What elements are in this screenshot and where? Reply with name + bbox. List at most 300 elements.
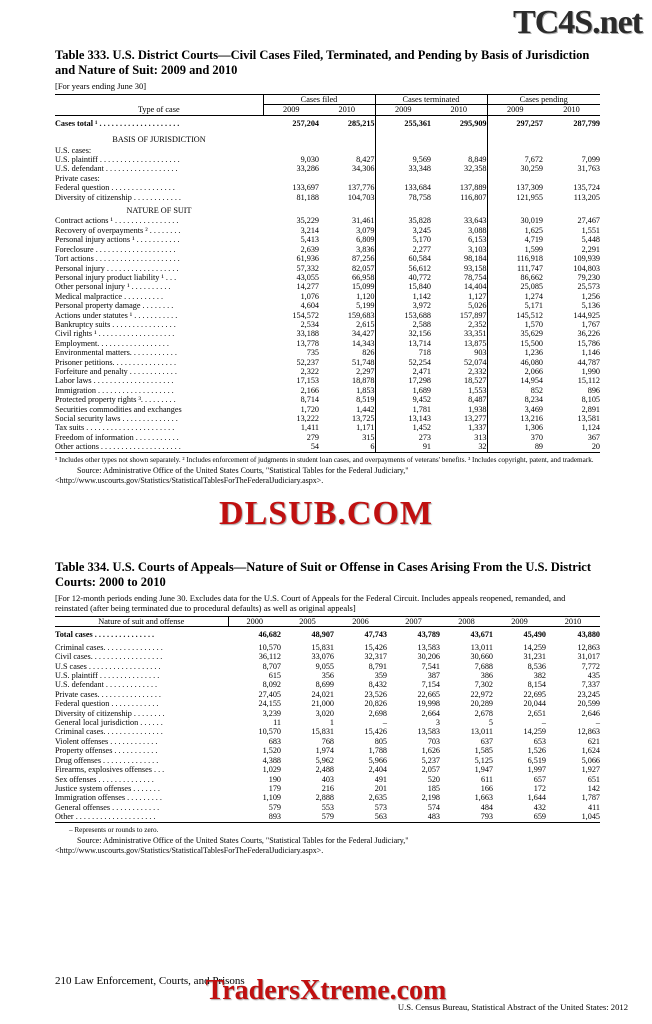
table-row xyxy=(55,395,600,404)
row-value: 2,639 xyxy=(300,244,319,254)
row-value: 20,044 xyxy=(523,699,546,709)
row-value: 1,644 xyxy=(527,793,546,803)
row-value: 8,707 xyxy=(262,661,281,671)
row-value: 78,754 xyxy=(431,273,487,282)
row-label: Drug offenses . . . . . . . . . . . . . . xyxy=(55,755,159,765)
row-value: 20,289 xyxy=(470,699,493,709)
row-value: 574 xyxy=(427,802,440,812)
row-value: 313 xyxy=(431,433,487,442)
row-value: 30,259 xyxy=(520,164,543,174)
row-value: 52,237 xyxy=(296,357,319,367)
year-header: 2009 xyxy=(263,105,319,115)
row-value: 20,826 xyxy=(364,699,387,709)
row-value: 5,448 xyxy=(581,235,600,245)
row-value: 116,807 xyxy=(431,193,487,202)
row-value: 432 xyxy=(533,802,546,812)
row-value: 35,229 xyxy=(296,216,319,226)
row-value: 13,875 xyxy=(431,339,487,348)
row-value: 2,471 xyxy=(412,366,431,376)
row-value xyxy=(375,202,431,216)
row-value: 1,626 xyxy=(421,746,440,756)
row-value xyxy=(263,202,319,216)
row-label: Other personal injury ¹ . . . . . . . . . . xyxy=(55,282,171,292)
row-value: 1,076 xyxy=(300,291,319,301)
row-value: 91 xyxy=(375,442,431,452)
row-value: 2,291 xyxy=(581,244,600,254)
row-value: 3,972 xyxy=(412,301,431,311)
row-value: 3,245 xyxy=(412,225,431,235)
row-label: Employment. . . . . . . . . . . . . . . . . . xyxy=(55,338,169,348)
row-value: 27,405 xyxy=(258,689,281,699)
row-value: 1,146 xyxy=(581,348,600,358)
row-value: 61,936 xyxy=(296,254,319,264)
row-value: 273 xyxy=(418,432,431,442)
row-label: General offenses . . . . . . . . . . . . xyxy=(55,802,160,812)
row-value: 40,772 xyxy=(408,272,431,282)
row-value: 2,404 xyxy=(368,765,387,775)
watermark-top-right: TC4S.net xyxy=(513,4,642,41)
row-value: 47,743 xyxy=(364,630,387,640)
row-value xyxy=(375,131,431,145)
row-value: 1,767 xyxy=(581,319,600,329)
row-value: 1,306 xyxy=(524,423,543,433)
row-value: 35,629 xyxy=(520,329,543,339)
row-value: 2,488 xyxy=(315,765,334,775)
row-value: 1,599 xyxy=(524,244,543,254)
year-header: 2009 xyxy=(493,617,546,627)
row-value xyxy=(543,174,600,183)
row-value: 5,171 xyxy=(524,301,543,311)
row-value: 57,332 xyxy=(296,263,319,273)
row-value: 121,955 xyxy=(516,192,543,202)
table-row xyxy=(55,690,600,699)
row-value: 2,588 xyxy=(412,319,431,329)
row-label: Recovery of overpayments ² . . . . . . . . xyxy=(55,225,181,235)
row-value: 653 xyxy=(533,736,546,746)
row-value: 1,787 xyxy=(581,793,600,803)
row-value: 12,863 xyxy=(577,727,600,737)
row-value: 35,828 xyxy=(408,216,431,226)
table-334-source-2: <http://www.uscourts.gov/Statistics/StatisticalTablesForTheFederalJudiciary.aspx>. xyxy=(55,845,324,855)
table-row xyxy=(55,131,600,145)
row-value: 852 xyxy=(530,385,543,395)
row-value: 13,216 xyxy=(520,414,543,423)
row-value: 15,840 xyxy=(408,282,431,292)
row-value: 104,703 xyxy=(319,193,375,202)
row-value: 15,786 xyxy=(577,338,600,348)
row-value: 1,236 xyxy=(524,348,543,358)
row-value: 14,343 xyxy=(319,339,375,348)
table-row xyxy=(55,202,600,216)
row-value: 111,747 xyxy=(516,263,543,273)
row-value: 11 xyxy=(273,718,281,728)
row-label: Tax suits . . . . . . . . . . . . . . . . . . . . . . xyxy=(55,423,175,433)
row-value: 60,584 xyxy=(408,254,431,264)
row-value: 145,512 xyxy=(516,310,543,320)
row-value: 1,625 xyxy=(524,225,543,235)
row-value: – xyxy=(541,718,546,728)
table-row xyxy=(55,784,600,793)
row-value: 491 xyxy=(374,774,387,784)
row-label: Securities commodities and exchanges xyxy=(55,404,182,414)
row-value: 133,697 xyxy=(292,183,319,193)
row-value: 33,286 xyxy=(296,164,319,174)
row-value: 8,519 xyxy=(319,395,375,404)
row-value: 1,689 xyxy=(412,385,431,395)
table-row xyxy=(55,718,600,727)
row-value: 382 xyxy=(533,671,546,681)
row-value: 137,309 xyxy=(516,183,543,193)
year-header: 2010 xyxy=(431,105,487,115)
table-row xyxy=(55,423,600,432)
row-label: Immigration . . . . . . . . . . . . . . . . . . . xyxy=(55,385,174,395)
row-value: 2,534 xyxy=(300,319,319,329)
row-label: Personal injury product liability ¹ . . . xyxy=(55,272,177,282)
row-value: 2,066 xyxy=(524,366,543,376)
row-value: 116,918 xyxy=(516,254,543,264)
row-value: 1,337 xyxy=(431,423,487,432)
row-value: 1,927 xyxy=(581,765,600,775)
table-row xyxy=(55,756,600,765)
row-value: 3,079 xyxy=(319,226,375,235)
row-value: 56,612 xyxy=(408,263,431,273)
row-value: 1,663 xyxy=(474,793,493,803)
row-value: 257,204 xyxy=(292,118,319,128)
row-label: Violent offenses . . . . . . . . . . . . xyxy=(55,736,158,746)
row-value: 768 xyxy=(321,736,334,746)
row-value: 7,337 xyxy=(581,680,600,690)
table-row xyxy=(55,376,600,385)
row-value: 22,695 xyxy=(523,689,546,699)
row-value: 8,791 xyxy=(368,661,387,671)
table-row xyxy=(55,775,600,784)
row-label: Forfeiture and penalty . . . . . . . . . . . . xyxy=(55,366,177,376)
row-value: 3 xyxy=(435,718,440,728)
row-value: 46,682 xyxy=(258,630,281,640)
row-value: 297,257 xyxy=(516,118,543,128)
row-value: 1,624 xyxy=(581,746,600,756)
row-value: 144,925 xyxy=(573,310,600,320)
year-header: 2009 xyxy=(487,105,543,115)
row-value: 31,763 xyxy=(577,164,600,174)
row-value: 23,526 xyxy=(364,689,387,699)
row-value xyxy=(319,174,375,183)
row-value: 553 xyxy=(321,802,334,812)
table-row xyxy=(55,671,600,680)
row-value: 33,351 xyxy=(431,329,487,338)
row-value: 1,788 xyxy=(368,746,387,756)
table-row xyxy=(55,245,600,254)
table-row xyxy=(55,765,600,774)
table-row xyxy=(55,339,600,348)
row-value: 826 xyxy=(319,348,375,357)
row-value: 32 xyxy=(431,442,487,452)
row-value: 356 xyxy=(321,671,334,681)
table-row xyxy=(55,727,600,736)
table-row xyxy=(55,358,600,367)
table-row xyxy=(55,699,600,708)
row-value: 17,298 xyxy=(408,376,431,386)
row-value: 6,809 xyxy=(319,235,375,244)
row-value: 8,487 xyxy=(431,395,487,404)
row-value: 8,714 xyxy=(300,395,319,405)
row-value: 735 xyxy=(306,348,319,358)
row-value: 15,831 xyxy=(311,727,334,737)
row-value: 8,699 xyxy=(315,680,334,690)
row-value: 5,962 xyxy=(315,755,334,765)
row-value: 1,120 xyxy=(319,292,375,301)
row-value: 27,467 xyxy=(577,216,600,226)
row-value: 483 xyxy=(387,812,440,822)
row-value: 31,017 xyxy=(577,652,600,662)
row-value: 287,799 xyxy=(573,118,600,128)
row-value: 1,938 xyxy=(431,405,487,414)
row-value: 703 xyxy=(427,736,440,746)
table-row xyxy=(55,652,600,661)
row-value: 411 xyxy=(588,802,600,812)
row-value: 2,198 xyxy=(421,793,440,803)
table-row xyxy=(55,155,600,164)
row-value: 2,277 xyxy=(412,244,431,254)
row-value: 25,573 xyxy=(577,282,600,292)
row-value: 621 xyxy=(587,736,600,746)
row-value: 15,112 xyxy=(577,376,600,386)
row-value: 7,302 xyxy=(474,680,493,690)
table-row xyxy=(55,226,600,235)
row-value: 5,066 xyxy=(581,755,600,765)
table-333-footnote: ¹ Includes other types not shown separately. ² Includes enforcement of judgments in student loan cases, and overpayments of veterans' benefits. ³ Includes copyright, patent, and trademark. xyxy=(55,455,594,464)
row-value: 30,019 xyxy=(520,216,543,226)
row-value: 5,170 xyxy=(412,235,431,245)
row-label: Bankruptcy suits . . . . . . . . . . . . . . . . xyxy=(55,319,176,329)
row-value: 15,831 xyxy=(311,642,334,652)
row-value: 8,427 xyxy=(319,155,375,164)
row-value: 1,442 xyxy=(319,405,375,414)
row-value: 285,215 xyxy=(319,115,375,131)
row-label: Property offenses . . . . . . . . . . . xyxy=(55,746,158,756)
row-value: 5,026 xyxy=(431,301,487,310)
row-label: Medical malpractice . . . . . . . . . . xyxy=(55,291,163,301)
table-row xyxy=(55,216,600,225)
row-label: BASIS OF JURISDICTION xyxy=(112,135,206,145)
row-label: Total cases . . . . . . . . . . . . . . . xyxy=(55,630,155,640)
row-value: 3,469 xyxy=(524,404,543,414)
row-value: 5,237 xyxy=(421,755,440,765)
row-value: 33,643 xyxy=(431,216,487,225)
table-row xyxy=(55,433,600,442)
row-label: Labor laws . . . . . . . . . . . . . . . . . . . . xyxy=(55,376,174,386)
row-value: 52,254 xyxy=(408,357,431,367)
row-value: 2,678 xyxy=(474,708,493,718)
row-value: 14,277 xyxy=(296,282,319,292)
row-value: 31,461 xyxy=(319,216,375,225)
row-value xyxy=(319,202,375,216)
row-value: 255,361 xyxy=(404,118,431,128)
row-value: 93,158 xyxy=(431,264,487,273)
row-value: 1,781 xyxy=(412,404,431,414)
row-label: Foreclosure . . . . . . . . . . . . . . . . . . . . xyxy=(55,244,176,254)
row-value: 1,570 xyxy=(524,319,543,329)
row-value: 484 xyxy=(480,802,493,812)
row-value: 1,520 xyxy=(262,746,281,756)
row-value: 25,085 xyxy=(520,282,543,292)
row-value: 611 xyxy=(481,774,493,784)
row-value: 10,570 xyxy=(258,727,281,737)
group-header-cases-pending: Cases pending xyxy=(487,95,600,105)
row-value: 15,099 xyxy=(319,282,375,291)
table-334-title: Table 334. U.S. Courts of Appeals—Nature of Suit or Offense in Cases Arising From the U.S. District Courts: 2000 to 2010 xyxy=(55,560,592,589)
row-value: 5,136 xyxy=(581,301,600,311)
row-value xyxy=(487,131,543,145)
row-value: 22,665 xyxy=(417,689,440,699)
row-value: 51,748 xyxy=(319,358,375,367)
row-value xyxy=(487,146,543,155)
row-value: 18,527 xyxy=(431,376,487,385)
row-value: 201 xyxy=(374,783,387,793)
table-row xyxy=(55,414,600,423)
watermark-bottom: TradersXtreme.com xyxy=(205,975,447,1006)
row-label: Personal injury actions ¹ . . . . . . . . . . . xyxy=(55,235,180,245)
table-row xyxy=(55,348,600,357)
row-value: 216 xyxy=(321,783,334,793)
year-header: 2000 xyxy=(228,617,281,627)
row-value: 46,080 xyxy=(520,357,543,367)
row-value: 33,348 xyxy=(408,164,431,174)
table-334 xyxy=(55,616,600,823)
row-value: 1,853 xyxy=(319,386,375,395)
row-label: Freedom of information . . . . . . . . . . . xyxy=(55,432,179,442)
row-value: 32,317 xyxy=(364,652,387,662)
row-value: 66,958 xyxy=(319,273,375,282)
row-value: 5,413 xyxy=(300,235,319,245)
table-row xyxy=(55,254,600,263)
table-row xyxy=(55,746,600,755)
row-value: 2,057 xyxy=(421,765,440,775)
row-value: 13,581 xyxy=(577,414,600,423)
table-row xyxy=(55,183,600,192)
year-header: 2007 xyxy=(387,617,440,627)
row-value: 1,947 xyxy=(474,765,493,775)
year-header: 2009 xyxy=(375,105,431,115)
row-value: 32,156 xyxy=(408,329,431,339)
row-value: 1,029 xyxy=(262,765,281,775)
row-value: 15,426 xyxy=(364,727,387,737)
row-value: 185 xyxy=(427,783,440,793)
row-value: 5,125 xyxy=(474,755,493,765)
table-333-block xyxy=(55,48,600,485)
year-header: 2010 xyxy=(543,105,600,115)
row-value xyxy=(375,174,431,183)
table-333 xyxy=(55,94,600,453)
row-label: U.S. defendant . . . . . . . . . . . . . xyxy=(55,680,158,690)
row-value: 7,541 xyxy=(421,661,440,671)
row-value: 3,214 xyxy=(300,225,319,235)
row-value: 9,055 xyxy=(315,661,334,671)
row-value: 315 xyxy=(319,433,375,442)
row-value: 2,352 xyxy=(431,320,487,329)
row-value: 2,646 xyxy=(581,708,600,718)
row-label: Justice system offenses . . . . . . . xyxy=(55,783,160,793)
table-row xyxy=(55,662,600,671)
row-label: General local jurisdiction . . . . . . xyxy=(55,718,163,728)
row-value: 2,888 xyxy=(315,793,334,803)
row-label: Diversity of citizenship . . . . . . . . xyxy=(55,708,165,718)
row-value: 34,427 xyxy=(319,329,375,338)
row-value: – xyxy=(382,718,387,728)
row-value: 2,635 xyxy=(368,793,387,803)
row-value: 657 xyxy=(533,774,546,784)
row-value: 43,055 xyxy=(296,272,319,282)
row-value: 8,154 xyxy=(527,680,546,690)
row-value: 20,599 xyxy=(577,699,600,709)
row-value: 1,127 xyxy=(431,292,487,301)
row-value: 2,297 xyxy=(319,367,375,376)
row-label: Federal question . . . . . . . . . . . . . . . . xyxy=(55,183,175,193)
row-value: 1,045 xyxy=(546,812,600,822)
row-label: Civil rights ¹ . . . . . . . . . . . . . . . . . . . xyxy=(55,329,175,339)
row-value: 172 xyxy=(533,783,546,793)
row-value: 13,725 xyxy=(319,414,375,423)
table-row xyxy=(55,292,600,301)
row-value: 89 xyxy=(487,442,543,452)
table-row xyxy=(55,164,600,173)
row-value: 190 xyxy=(268,774,281,784)
table-row xyxy=(55,146,600,155)
row-value xyxy=(431,146,487,155)
row-value: 98,184 xyxy=(431,254,487,263)
row-value xyxy=(263,174,319,183)
row-value: 81,188 xyxy=(296,192,319,202)
row-label: Criminal cases. . . . . . . . . . . . . . . xyxy=(55,642,163,652)
row-value: 9,030 xyxy=(300,155,319,165)
row-value: 2,332 xyxy=(431,367,487,376)
row-value: 14,259 xyxy=(523,727,546,737)
row-value: 54 xyxy=(263,442,319,452)
row-value: 17,153 xyxy=(296,376,319,386)
row-label: Sex offenses . . . . . . . . . . . . . . xyxy=(55,774,154,784)
row-value xyxy=(431,202,487,216)
row-label: Tort actions . . . . . . . . . . . . . . . . . . . . . xyxy=(55,254,180,264)
row-value: 8,092 xyxy=(262,680,281,690)
row-value: 2,651 xyxy=(527,708,546,718)
row-value: 6 xyxy=(319,442,375,452)
table-row xyxy=(55,320,600,329)
table-334-source-1: Source: Administrative Office of the United States Courts, "Statistical Tables for the Federal Judiciary," xyxy=(77,836,409,846)
row-value: 24,155 xyxy=(258,699,281,709)
row-value xyxy=(263,146,319,155)
row-value xyxy=(543,146,600,155)
row-value: 6,153 xyxy=(431,235,487,244)
row-value: 1,256 xyxy=(581,291,600,301)
stub-header: Type of case xyxy=(55,95,263,116)
table-334-subnote: [For 12-month periods ending June 30. Excludes data for the U.S. Court of Appeals for the Federal Circuit. Includes appeals reopened, remanded, and reinstated (after being terminated due to procedural defaults) as well as original appeals] xyxy=(55,593,566,613)
row-label: Personal property damage . . . . . . . . xyxy=(55,301,174,311)
row-value: 22,972 xyxy=(470,689,493,699)
row-value: 14,404 xyxy=(431,282,487,291)
year-header: 2010 xyxy=(546,617,600,627)
group-header-cases-filed: Cases filed xyxy=(263,95,375,105)
row-label: Civil cases. . . . . . . . . . . . . . . . . . xyxy=(55,652,163,662)
row-value: 20 xyxy=(543,442,600,452)
row-value: 6,519 xyxy=(527,755,546,765)
row-value: 34,306 xyxy=(319,164,375,173)
row-value: 4,719 xyxy=(524,235,543,245)
row-value: 903 xyxy=(431,348,487,357)
row-value: 718 xyxy=(418,348,431,358)
row-value: 142 xyxy=(587,783,600,793)
row-value: 21,000 xyxy=(311,699,334,709)
row-value: 13,714 xyxy=(408,338,431,348)
